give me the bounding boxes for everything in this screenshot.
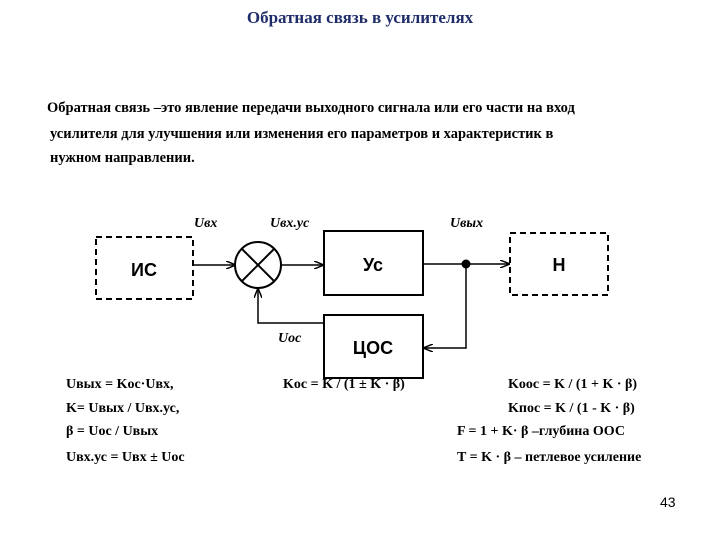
formula-left-2: K= Uвых / Uвх.ус,: [66, 401, 180, 416]
amplifier-block-label: Ус: [362, 255, 384, 275]
output-to-feedback-line: [424, 264, 466, 348]
u-fb-label: Uос: [278, 331, 302, 346]
formula-right-2: Kпос = K / (1 - K · β): [508, 401, 635, 416]
formula-right-1: Kоос = K / (1 + K · β): [508, 377, 638, 392]
u-out-label: Uвых: [450, 216, 484, 231]
formula-right-3: F = 1 + K· β –глубина ООС: [457, 424, 625, 439]
formula-left-4: Uвх.ус = Uвх ± Uос: [66, 450, 185, 465]
definition-line-3: нужном направлении.: [50, 150, 195, 166]
source-block-label: ИС: [131, 260, 157, 280]
definition-line-2: усилителя для улучшения или изменения его параметров и характеристик в: [50, 126, 554, 142]
formula-right-4: T = K · β – петлевое усиление: [457, 450, 642, 465]
formula-middle: Kос = K / (1 ± K · β): [283, 377, 405, 392]
feedback-block-label: ЦОС: [352, 338, 394, 358]
u-in-amp-label: Uвх.ус: [270, 216, 310, 231]
slide-title: Обратная связь в усилителях: [246, 8, 474, 27]
u-in-label: Uвх: [194, 216, 218, 231]
formula-left-1: Uвых = Kос·Uвх,: [66, 377, 174, 392]
formula-left-3: β = Uос / Uвых: [66, 424, 159, 439]
feedback-to-junction-line: [258, 289, 324, 323]
load-block-label: Н: [552, 255, 566, 275]
definition-line-1: Обратная связь –это явление передачи выходного сигнала или его части на вход: [47, 100, 575, 116]
page-number: 43: [660, 494, 676, 510]
